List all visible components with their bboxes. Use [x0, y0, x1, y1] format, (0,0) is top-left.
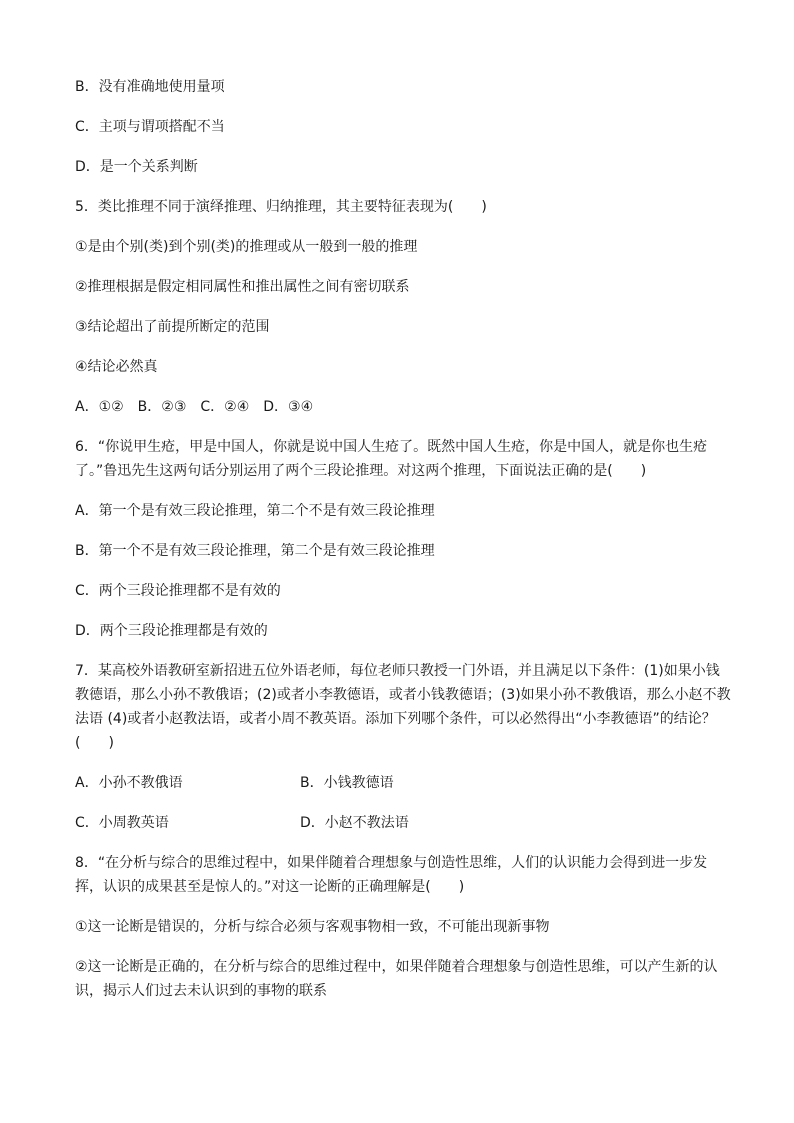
q8-statement-2-line-2: 识，揭示人们过去未认识到的事物的联系 [75, 983, 327, 999]
q7-stem [75, 659, 731, 755]
q7-stem-line-4: ( ) [75, 735, 114, 751]
q7-stem-line-1: 7．某高校外语教研室新招进五位外语老师，每位老师只教授一门外语，并且满足以下条件：(1)如果小钱 [75, 663, 720, 679]
exam-page [75, 75, 731, 1019]
q5-statement-3: ③结论超出了前提所断定的范围 [75, 319, 270, 335]
q7-stem-line-3: 法语 (4)或者小赵教法语，或者小周不教英语。添加下列哪个条件，可以必然得出“小李教德语”的结论？ [75, 711, 716, 727]
q6-option-c: C．两个三段论推理都不是有效的 [75, 583, 281, 599]
q5-statement-1: ①是由个别(类)到个别(类)的推理或从一般到一般的推理 [75, 239, 418, 255]
q8-stem-line-2: 挥，认识的成果甚至是惊人的。”对这一论断的正确理解是( ) [75, 879, 465, 895]
q5-stem: 5．类比推理不同于演绎推理、归纳推理，其主要特征表现为( ) [75, 199, 487, 215]
q7-option-b: B．小钱教德语 [300, 775, 394, 791]
q8-stem-line-1: 8．“在分析与综合的思维过程中，如果伴随着合理想象与创造性思维，人们的认识能力会得到进一步发 [75, 855, 708, 871]
q6-option-a: A．第一个是有效三段论推理，第二个不是有效三段论推理 [75, 503, 435, 519]
q5-options: A．①② B．②③ C．②④ D．③④ [75, 399, 314, 415]
q8-statement-2-line-1: ②这一论断是正确的，在分析与综合的思维过程中，如果伴随着合理想象与创造性思维，可以产生新的认 [75, 959, 718, 975]
q8-statement-1: ①这一论断是错误的，分析与综合必须与客观事物相一致，不可能出现新事物 [75, 919, 550, 935]
q6-stem-line-2: 了。”鲁迅先生这两句话分别运用了两个三段论推理。对这两个推理，下面说法正确的是( ) [75, 463, 647, 479]
q4-option-b: B．没有准确地使用量项 [75, 79, 225, 95]
q7-options-row-1 [75, 771, 725, 795]
q5-statement-2: ②推理根据是假定相同属性和推出属性之间有密切联系 [75, 279, 410, 295]
q4-option-c: C．主项与谓项搭配不当 [75, 119, 225, 135]
q4-option-d: D．是一个关系判断 [75, 159, 198, 175]
q7-option-a: A．小孙不教俄语 [75, 775, 183, 791]
q7-options-row-2 [75, 811, 725, 835]
q8-statement-2 [75, 955, 725, 1003]
q8-stem [75, 851, 725, 899]
q7-option-d: D．小赵不教法语 [300, 815, 409, 831]
q6-stem [75, 435, 725, 483]
q6-option-b: B．第一个不是有效三段论推理，第二个是有效三段论推理 [75, 543, 435, 559]
q7-option-c: C．小周教英语 [75, 815, 169, 831]
q6-option-d: D．两个三段论推理都是有效的 [75, 623, 268, 639]
q6-stem-line-1: 6．“你说甲生疮，甲是中国人，你就是说中国人生疮了。既然中国人生疮，你是中国人，就是你也生疮 [75, 439, 708, 455]
q5-statement-4: ④结论必然真 [75, 359, 158, 375]
q7-stem-line-2: 教德语，那么小孙不教俄语；(2)或者小李教德语，或者小钱教德语；(3)如果小孙不教俄语，那么小赵不教 [75, 687, 731, 703]
